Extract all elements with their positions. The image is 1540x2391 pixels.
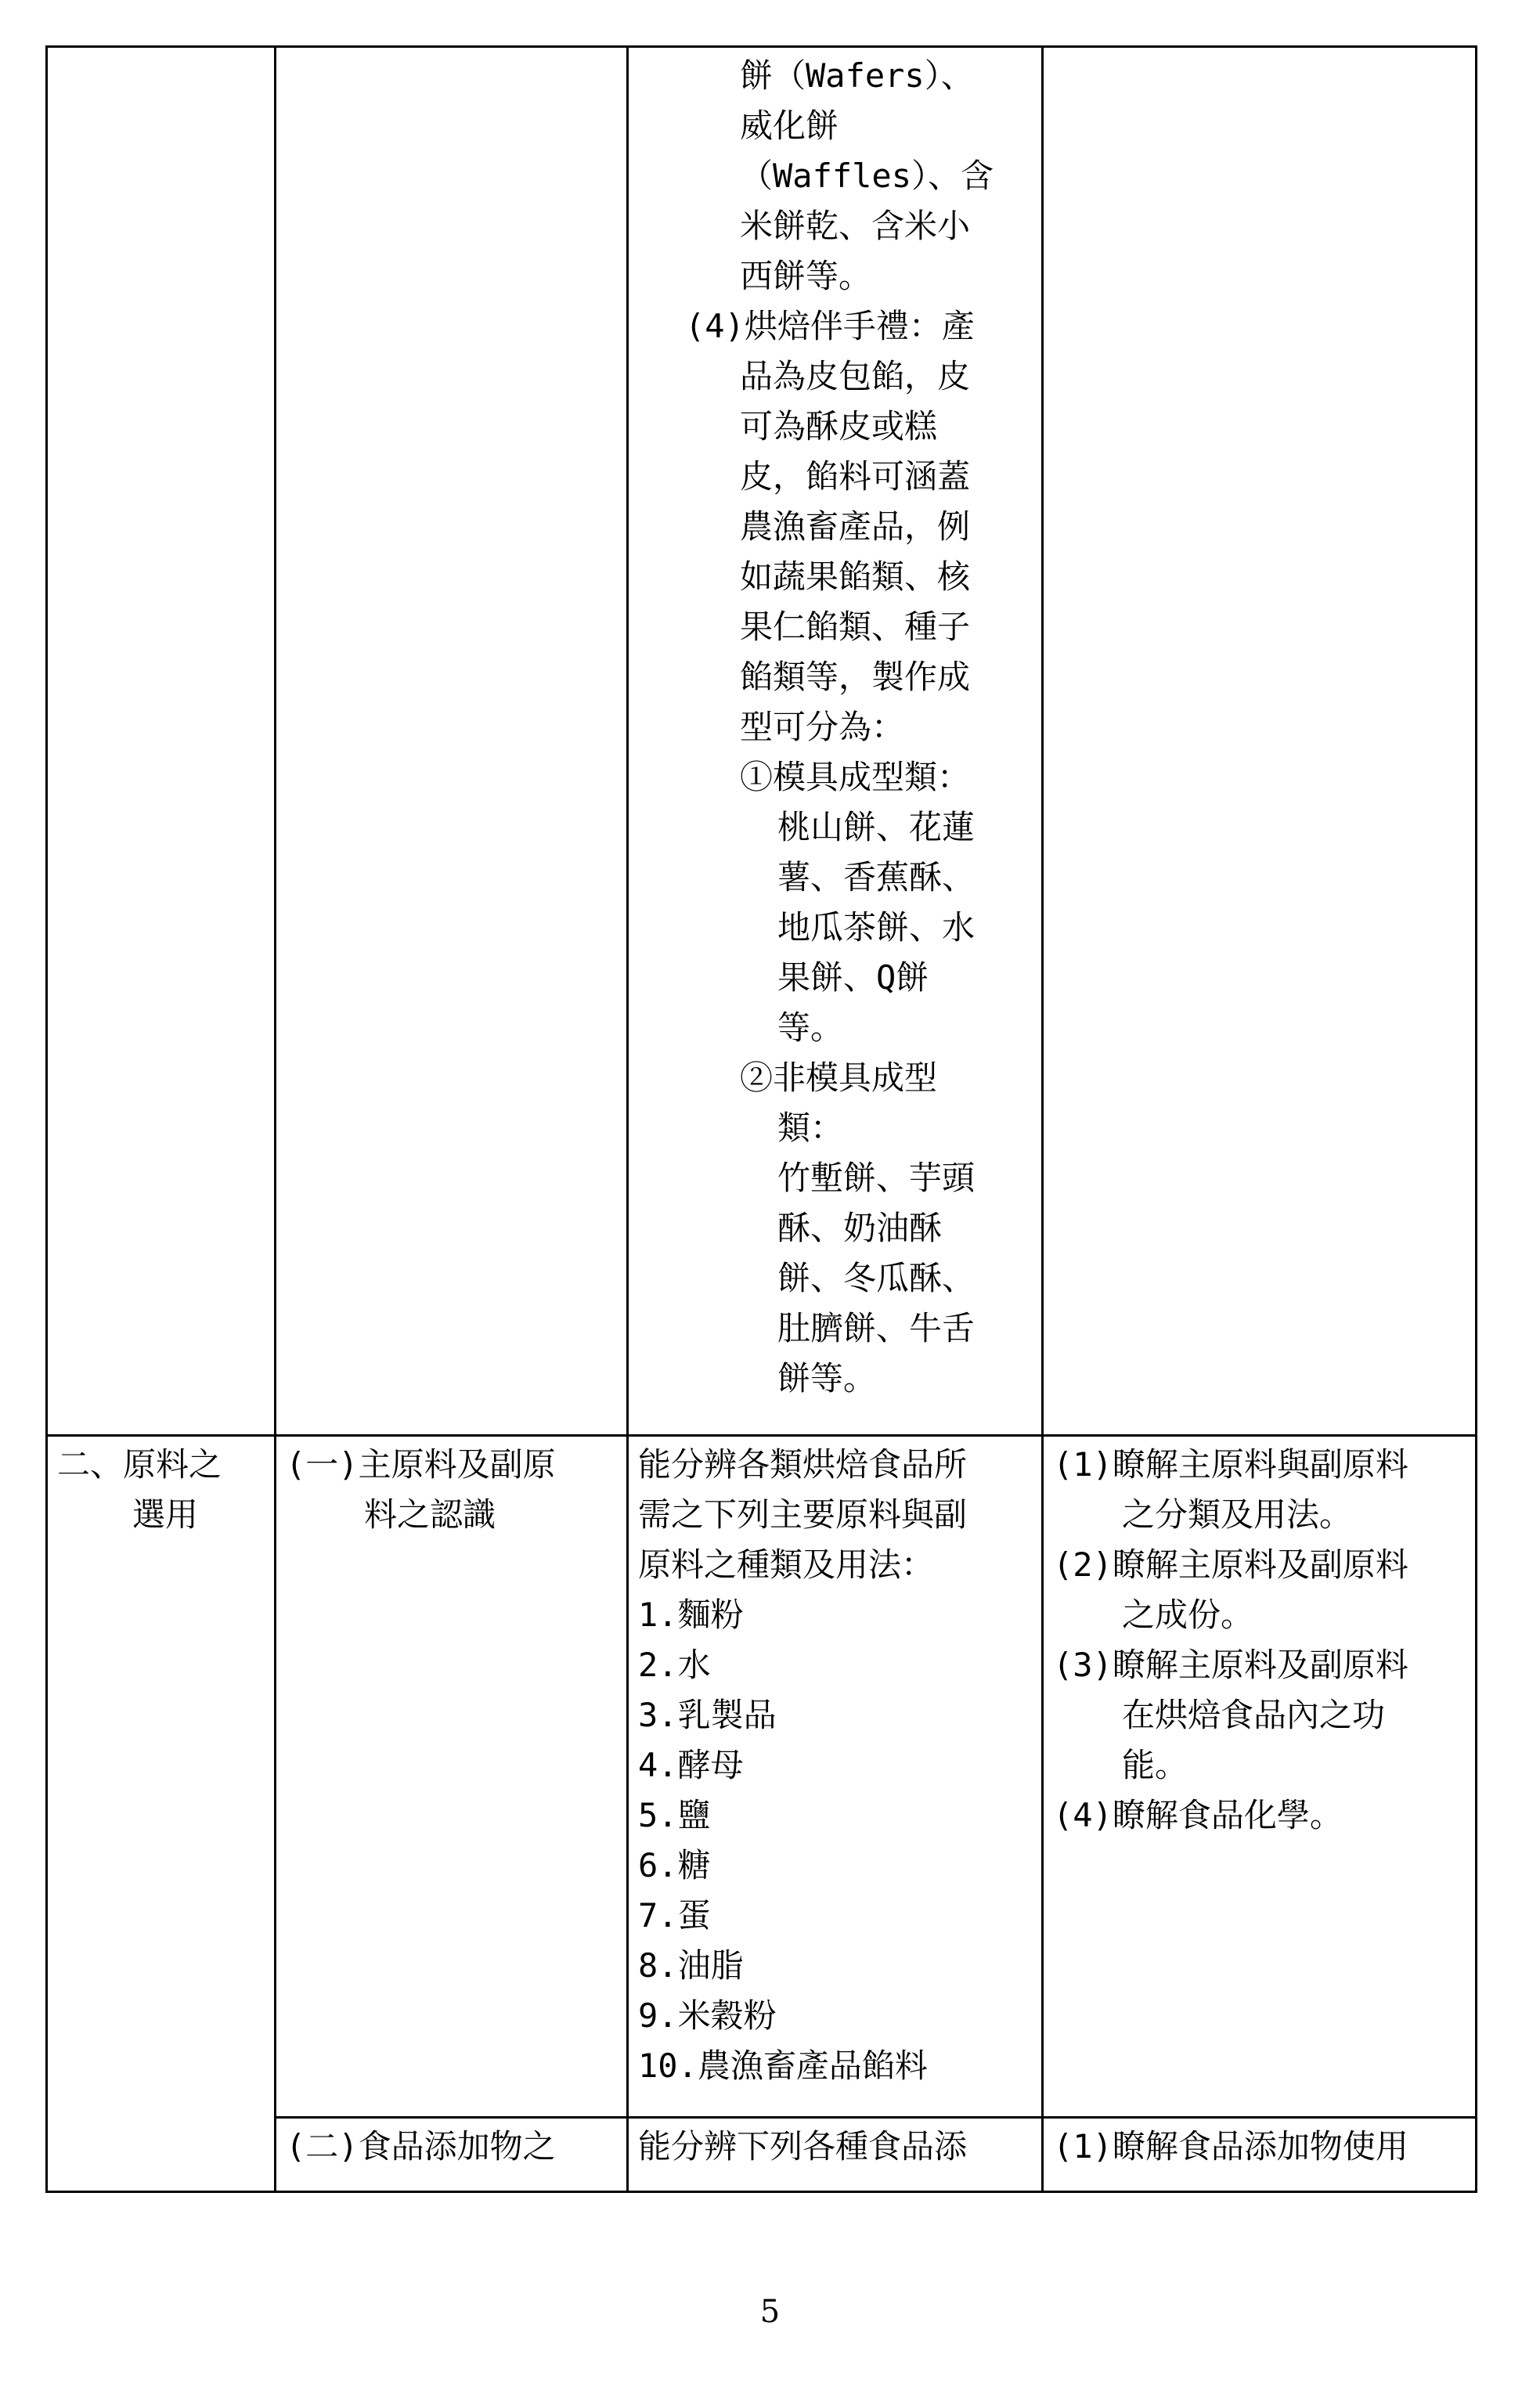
subcategory-label: (一)主原料及副原 xyxy=(286,1445,556,1484)
table-row xyxy=(47,1436,1477,2118)
category-cell xyxy=(47,1436,276,2192)
list-item: 6.糖 xyxy=(638,1846,711,1884)
subcategory-label: (二)食品添加物之 xyxy=(286,2127,556,2166)
table-row xyxy=(47,47,1477,1436)
subcategory-label-cont: 料之認識 xyxy=(364,1495,496,1534)
text-line: 果仁餡類、種子 xyxy=(740,608,971,646)
text-line: 西餅等。 xyxy=(740,257,872,295)
goal-item: (3)瞭解主原料及副原料 xyxy=(1053,1646,1408,1684)
goal-item: (1)瞭解食品添加物使用 xyxy=(1053,2127,1408,2166)
subitem-non-mold-formed xyxy=(638,1053,1032,1404)
subcategory-cell xyxy=(276,2118,628,2192)
text-line: 能分辨各類烘焙食品所 xyxy=(638,1445,968,1484)
goal-item: (2)瞭解主原料及副原料 xyxy=(1053,1545,1408,1584)
text-line: 需之下列主要原料與副 xyxy=(638,1495,968,1534)
text-line: 桃山餅、花蓮 xyxy=(777,808,976,846)
curriculum-table xyxy=(45,45,1477,2193)
text-line: 肚臍餅、牛舌 xyxy=(777,1309,976,1347)
text-line: 如蔬果餡類、核 xyxy=(740,557,971,596)
goal-item: (4)瞭解食品化學。 xyxy=(1053,1796,1343,1834)
goal-item: (1)瞭解主原料與副原料 xyxy=(1053,1445,1408,1484)
content-cell xyxy=(628,2118,1043,2192)
text-line: 品為皮包餡，皮 xyxy=(740,357,971,395)
subitem-mold-formed xyxy=(638,752,1032,1053)
goal-cell xyxy=(1043,1436,1477,2118)
text-line: 能分辨下列各種食品添 xyxy=(638,2127,968,2166)
text-line: 果餅、Q餅 xyxy=(777,958,929,997)
text-line: 餅（Wafers）、 xyxy=(740,56,974,95)
content-cell xyxy=(628,1436,1043,2118)
subitem-heading: ②非模具成型 xyxy=(740,1058,938,1097)
subcategory-cell-empty xyxy=(276,47,628,1436)
text-line: 類： xyxy=(777,1109,844,1147)
text-line: 米餅乾、含米小 xyxy=(740,207,971,245)
page-number: 5 xyxy=(759,2294,781,2330)
list-item: 10.農漁畜產品餡料 xyxy=(638,2047,928,2085)
list-item: 1.麵粉 xyxy=(638,1596,744,1634)
text-line: 餅等。 xyxy=(777,1359,877,1397)
list-item: 8.油脂 xyxy=(638,1946,744,1985)
list-item: 7.蛋 xyxy=(638,1896,711,1935)
item-4-gift-pastries xyxy=(638,301,1032,752)
text-line: 等。 xyxy=(777,1008,844,1047)
item-heading: (4)烘焙伴手禮：產 xyxy=(685,307,975,345)
goal-item-cont: 之分類及用法。 xyxy=(1122,1495,1353,1534)
content-cell xyxy=(628,47,1043,1436)
goal-item-cont: 能。 xyxy=(1122,1746,1188,1784)
goal-cell-empty xyxy=(1043,47,1477,1436)
goal-cell xyxy=(1043,2118,1477,2192)
category-label-cont: 選用 xyxy=(132,1495,199,1534)
subitem-heading: ①模具成型類： xyxy=(740,758,971,796)
text-line: 型可分為： xyxy=(740,708,905,746)
list-item: 5.鹽 xyxy=(638,1796,711,1834)
text-line: 威化餅 xyxy=(740,106,839,145)
goal-item-cont: 在烘焙食品內之功 xyxy=(1122,1696,1386,1734)
text-line: 餅、冬瓜酥、 xyxy=(777,1259,976,1297)
list-item: 3.乳製品 xyxy=(638,1696,777,1734)
text-line: 薯、香蕉酥、 xyxy=(777,858,976,896)
category-cell-empty xyxy=(47,47,276,1436)
list-item: 9.米穀粉 xyxy=(638,1996,777,2035)
text-line: 皮，餡料可涵蓋 xyxy=(740,457,971,496)
category-label: 二、原料之 xyxy=(57,1445,222,1484)
goal-item-cont: 之成份。 xyxy=(1122,1596,1254,1634)
list-item: 2.水 xyxy=(638,1646,711,1684)
text-line: 竹塹餅、芋頭 xyxy=(777,1159,976,1197)
text-line: （Waffles）、含 xyxy=(740,157,994,195)
text-line: 餡類等，製作成 xyxy=(740,658,971,696)
text-line: 可為酥皮或糕 xyxy=(740,407,938,445)
text-line: 農漁畜產品，例 xyxy=(740,507,971,546)
text-line: 酥、奶油酥 xyxy=(777,1209,943,1247)
subcategory-cell xyxy=(276,1436,628,2118)
text-line: 地瓜茶餅、水 xyxy=(777,908,976,947)
text-line: 原料之種類及用法： xyxy=(638,1545,935,1584)
list-item: 4.酵母 xyxy=(638,1746,744,1784)
biscuit-list-continuation xyxy=(638,51,1032,301)
